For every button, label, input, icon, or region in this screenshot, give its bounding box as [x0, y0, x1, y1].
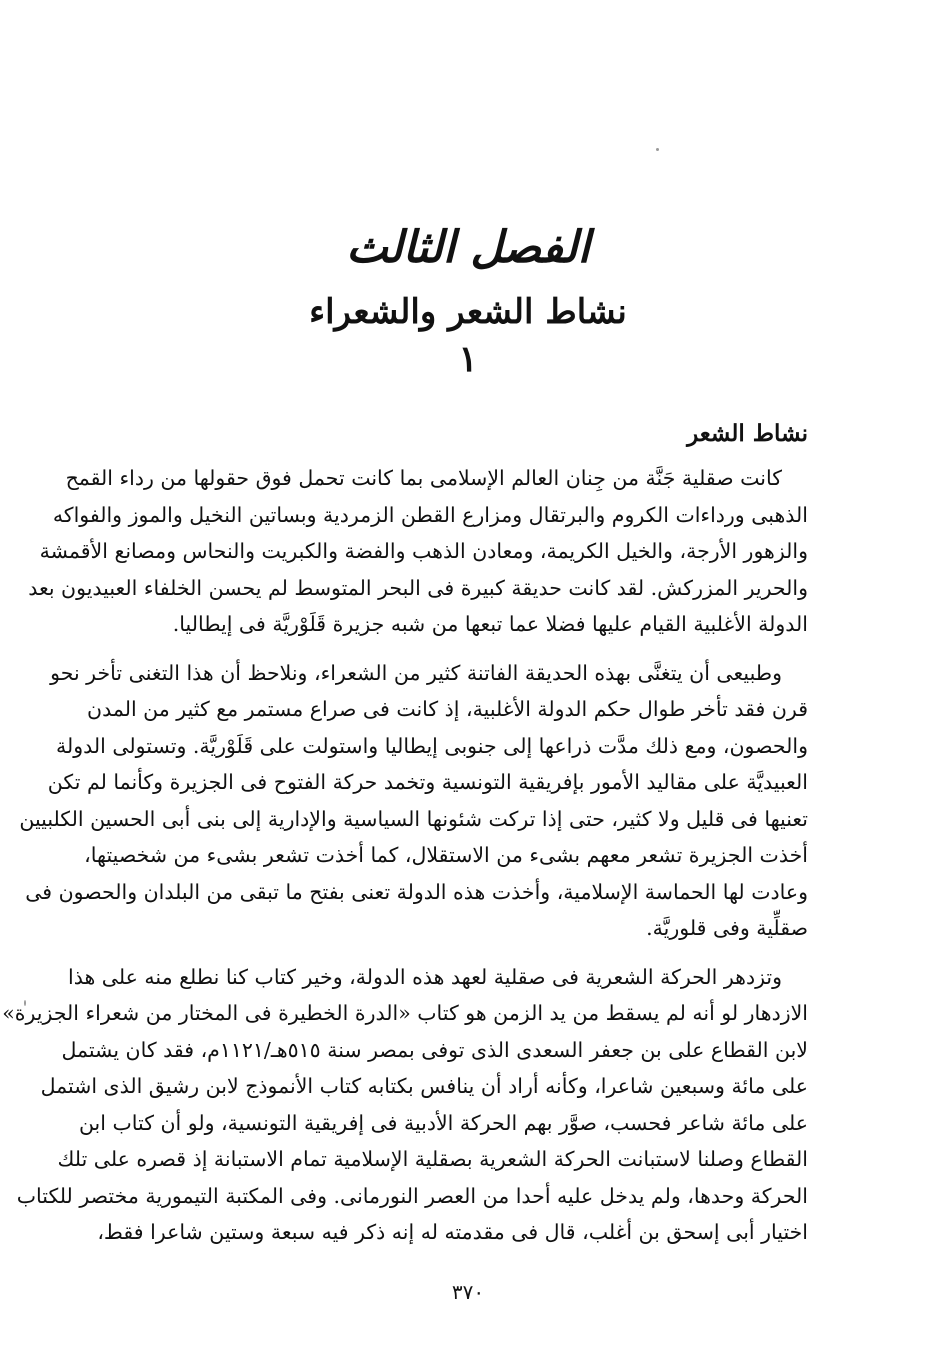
- text-line: والحصون، ومع ذلك مدَّت ذراعها إلى جنوبى إيطاليا واستولت على قَلَوْريَّة. وتستولى الدولة: [55, 733, 808, 758]
- text-line: العبيديَّة على مقاليد الأمور بإفريقية التونسية وتخمد حركة الفتوح فى الجزيرة وكأنما لم تكن: [47, 770, 808, 794]
- text-line: لابن القطاع على بن جعفر السعدى الذى توفى بمصر سنة ٥١٥هـ/١١٢١م، فقد كان يشتمل: [61, 1037, 808, 1062]
- paragraph-3: [2, 959, 808, 1251]
- text-line: تعنيها فى قليل ولا كثير، حتى إذا تركت شئونها السياسية والإدارية إلى بنى أبى الحسين الكلبيين: [19, 806, 808, 831]
- text-line: على مائة وسبعين شاعرا، وكأنه أراد أن ينافس بكتابه كتاب الأنموذج لابن رشيق الذى اشتمل: [40, 1074, 808, 1098]
- chapter-label: الفصل الثالث: [346, 222, 590, 273]
- text-line: والزهور الأرجة، والخيل الكريمة، ومعادن الذهب والفضة والكبريت والنحاس ومصانع الأقمشة: [39, 539, 808, 563]
- text-line: الدولة الأغلبية القيام عليها فضلا عما تبعها من شبه جزيرة قَلَوْريَّة فى إيطاليا.: [172, 612, 808, 636]
- text-line: الذهبى ورداءات الكروم والبرتقال ومزارع القطن الزمردية وبساتين النخيل والموز والفواكه: [52, 502, 808, 527]
- text-line: كانت صقلية جَنَّة من جِنان العالم الإسلامى بما كانت تحمل فوق حقولها من رداء القمح: [65, 466, 782, 490]
- text-line: أخذت الجزيرة تشعر معهم بشىء من الاستقلال، كما أخذت تشعر بشىء من شخصيتها،: [84, 843, 808, 867]
- section-number: ١: [458, 338, 478, 380]
- text-line: وتزدهر الحركة الشعرية فى صقلية لعهد هذه الدولة، وخير كتاب كنا نطلع منه على هذا: [68, 964, 782, 989]
- text-line: الحركة وحدها، ولم يدخل عليه أحدا من العصر النورمانى. وفى المكتبة التيمورية مختصر للكتاب: [16, 1183, 808, 1208]
- text-line: وعادت لها الحماسة الإسلامية، وأخذت هذه الدولة تعنى بفتح ما تبقى من البلدان والحصون فى: [25, 879, 808, 904]
- section-subheading: نشاط الشعر: [687, 420, 808, 447]
- page-number: ٣٧٠: [451, 1280, 485, 1304]
- paragraph-2: [19, 655, 808, 947]
- text-line: اختيار أبى إسحق بن أغلب، قال فى مقدمته له إنه ذكر فيه سبعة وستين شاعرا فقط،: [97, 1220, 808, 1244]
- text-line: وطبيعى أن يتغنَّى بهذه الحديقة الفاتنة كثير من الشعراء، ونلاحظ أن هذا التغنى تأخر نحو: [50, 660, 782, 685]
- text-line: على مائة شاعر فحسب، صوَّر بهم الحركة الأدبية فى إفريقية التونسية، ولو أن كتاب ابن: [78, 1110, 808, 1135]
- paragraph-1: [28, 460, 808, 643]
- text-line: الازدهار لو أنه لم يسقط من يد الزمن هو كتاب «الدرة الخطيرة فى المختار من شعراء الجزيرة»: [2, 1001, 808, 1025]
- text-line: القطاع وصلنا لاستبانت الحركة الشعرية بصقلية الإسلامية تمام الاستبانة إذ قصره على تلك: [57, 1147, 808, 1171]
- chapter-title: نشاط الشعر والشعراء: [309, 292, 627, 332]
- text-line: قرن فقد تأخر طوال حكم الدولة الأغلبية، إذ كانت فى صراع مستمر مع كثير من المدن: [87, 697, 808, 721]
- text-line: صقلِّية وفى قلوريَّة.: [646, 916, 808, 940]
- body-text: [2, 460, 808, 1263]
- scan-speck: [656, 148, 659, 151]
- text-line: والحرير المزركش. لقد كانت حديقة كبيرة فى البحر المتوسط لم يحسن الخلفاء العبيديون بعد: [28, 575, 808, 600]
